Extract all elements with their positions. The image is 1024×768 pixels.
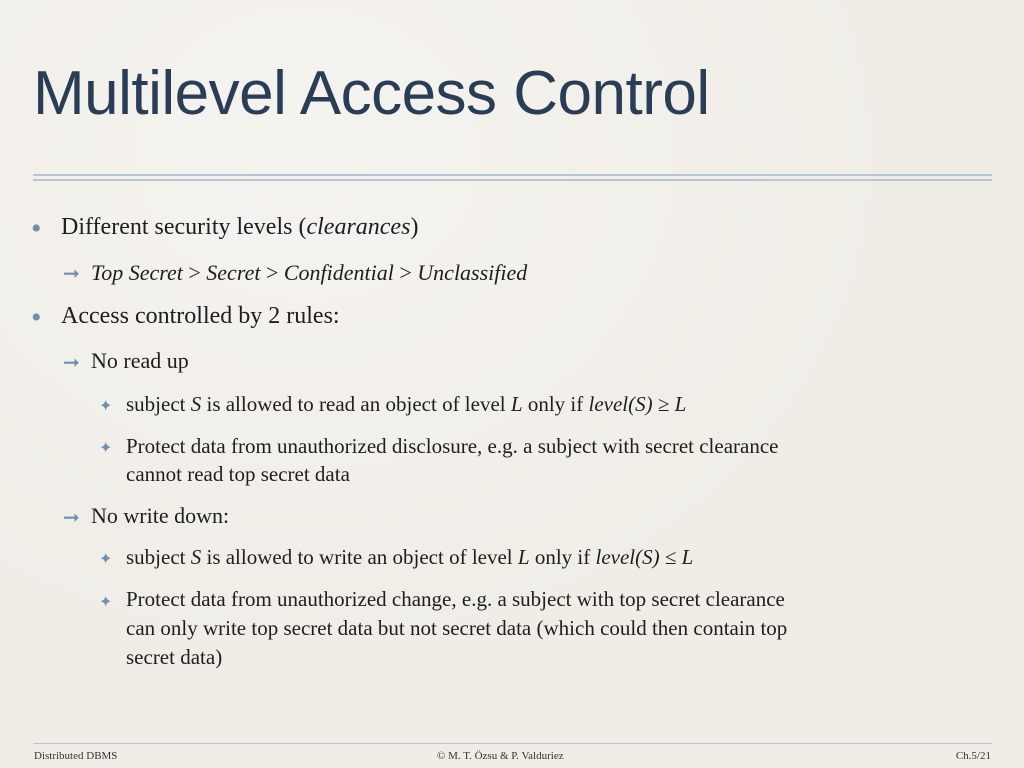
var-l: L — [510, 392, 523, 416]
gt-sign: > — [393, 260, 418, 285]
var-l: L — [681, 545, 694, 569]
sub-bullet-levels — [91, 260, 527, 286]
level-secret: Secret — [206, 260, 261, 285]
sparkle-icon: ✦ — [99, 551, 113, 568]
text: is allowed to read an object of level — [201, 392, 511, 416]
bullet-security-levels — [61, 214, 418, 241]
text: only if — [529, 545, 596, 569]
arrow-right-icon: ➞ — [63, 263, 80, 285]
rule-write-explanation-line3: secret data) — [126, 645, 223, 669]
text: is allowed to write an object of level — [201, 545, 518, 569]
footer-page-number: Ch.5/21 — [955, 750, 991, 762]
rule-write-explanation-line2: can only write top secret data but not secret data (which could then contain top — [126, 616, 788, 640]
gt-sign: > — [260, 260, 284, 285]
rule-no-read-up: No read up — [91, 348, 189, 373]
rule-read-explanation-line2: cannot read top secret data — [126, 462, 350, 486]
title-rule-top — [33, 174, 992, 176]
var-l: L — [517, 545, 530, 569]
operator: ≤ — [659, 545, 682, 569]
footer-rule — [33, 743, 992, 744]
var-s: S — [190, 392, 202, 416]
footer-copyright: © M. T. Özsu & P. Valduriez — [437, 750, 564, 762]
slide-title: Multilevel Access Control — [33, 59, 710, 128]
rule-no-write-down: No write down: — [91, 503, 230, 528]
text: only if — [522, 392, 589, 416]
arrow-right-icon: ➞ — [63, 352, 80, 374]
var-l: L — [674, 392, 687, 416]
text: Different security levels ( — [61, 214, 307, 240]
bullet-access-rules: Access controlled by 2 rules: — [61, 303, 340, 329]
footer-course: Distributed DBMS — [34, 750, 118, 762]
level-expression: level(S) — [588, 392, 653, 416]
operator: ≥ — [652, 392, 675, 416]
sparkle-icon: ✦ — [99, 594, 113, 611]
sparkle-icon: ✦ — [99, 398, 113, 415]
bullet-dot-icon: • — [31, 301, 42, 334]
level-expression: level(S) — [595, 545, 660, 569]
rule-write-explanation-line1: Protect data from unauthorized change, e.g. a subject with top secret clearance — [126, 587, 785, 611]
emphasis: clearances — [306, 214, 411, 240]
text: subject — [126, 545, 191, 569]
title-rule-bottom — [33, 179, 992, 181]
text: subject — [126, 392, 191, 416]
arrow-right-icon: ➞ — [63, 507, 80, 529]
var-s: S — [190, 545, 202, 569]
bullet-dot-icon: • — [31, 212, 42, 245]
rule-read-explanation-line1: Protect data from unauthorized disclosure, e.g. a subject with secret clearance — [126, 434, 779, 458]
text: ) — [410, 214, 419, 240]
level-top-secret: Top Secret — [91, 260, 183, 285]
gt-sign: > — [182, 260, 207, 285]
rule-read-condition — [126, 392, 686, 417]
rule-write-condition — [126, 545, 693, 570]
sparkle-icon: ✦ — [99, 440, 113, 457]
level-confidential: Confidential — [283, 260, 394, 285]
level-unclassified: Unclassified — [417, 260, 528, 285]
